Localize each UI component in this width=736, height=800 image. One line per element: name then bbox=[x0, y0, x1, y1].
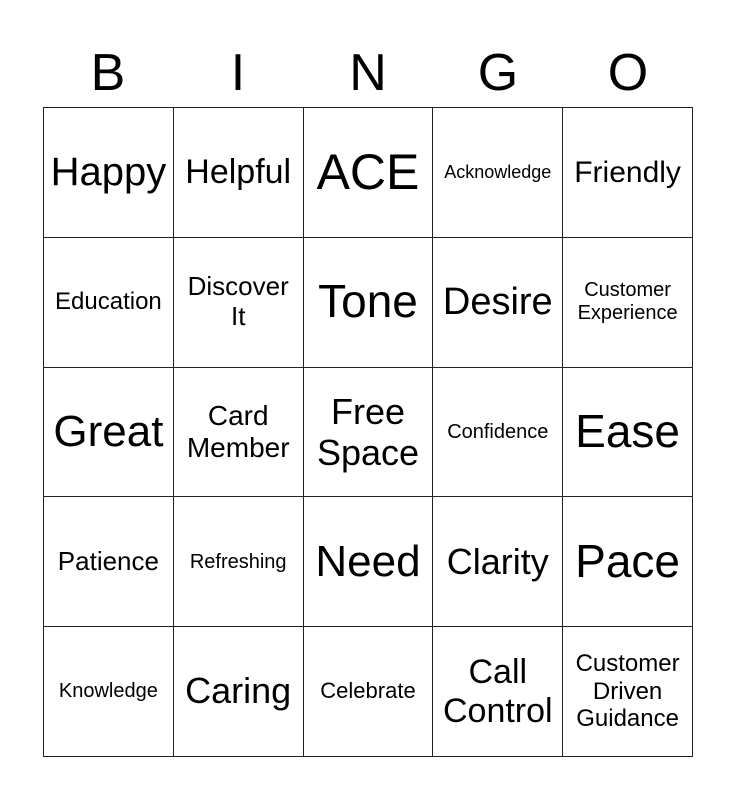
bingo-cell: Education bbox=[44, 238, 174, 368]
free-space-cell: Free Space bbox=[304, 368, 434, 498]
bingo-cell: Need bbox=[304, 497, 434, 627]
bingo-cell: Refreshing bbox=[174, 497, 304, 627]
bingo-cell: Clarity bbox=[433, 497, 563, 627]
header-letter-o: O bbox=[607, 44, 649, 102]
bingo-cell: Knowledge bbox=[44, 627, 174, 757]
bingo-cell: Celebrate bbox=[304, 627, 434, 757]
bingo-cell: Caring bbox=[174, 627, 304, 757]
bingo-cell: Discover It bbox=[174, 238, 304, 368]
header-letter-i: I bbox=[230, 44, 246, 102]
bingo-cell: Acknowledge bbox=[433, 108, 563, 238]
header-letter-b: B bbox=[90, 44, 126, 102]
bingo-cell: Customer Driven Guidance bbox=[563, 627, 693, 757]
bingo-header bbox=[43, 40, 693, 106]
bingo-card bbox=[43, 107, 693, 757]
bingo-cell: Great bbox=[44, 368, 174, 498]
bingo-cell: Call Control bbox=[433, 627, 563, 757]
header-letter-g: G bbox=[477, 44, 519, 102]
bingo-cell: Ease bbox=[563, 368, 693, 498]
bingo-cell: Pace bbox=[563, 497, 693, 627]
header-letter-n: N bbox=[349, 44, 387, 102]
bingo-cell: ACE bbox=[304, 108, 434, 238]
bingo-cell: Card Member bbox=[174, 368, 304, 498]
bingo-cell: Patience bbox=[44, 497, 174, 627]
bingo-cell: Confidence bbox=[433, 368, 563, 498]
bingo-cell: Desire bbox=[433, 238, 563, 368]
bingo-cell: Happy bbox=[44, 108, 174, 238]
bingo-cell: Customer Experience bbox=[563, 238, 693, 368]
bingo-cell: Tone bbox=[304, 238, 434, 368]
bingo-cell: Friendly bbox=[563, 108, 693, 238]
bingo-cell: Helpful bbox=[174, 108, 304, 238]
